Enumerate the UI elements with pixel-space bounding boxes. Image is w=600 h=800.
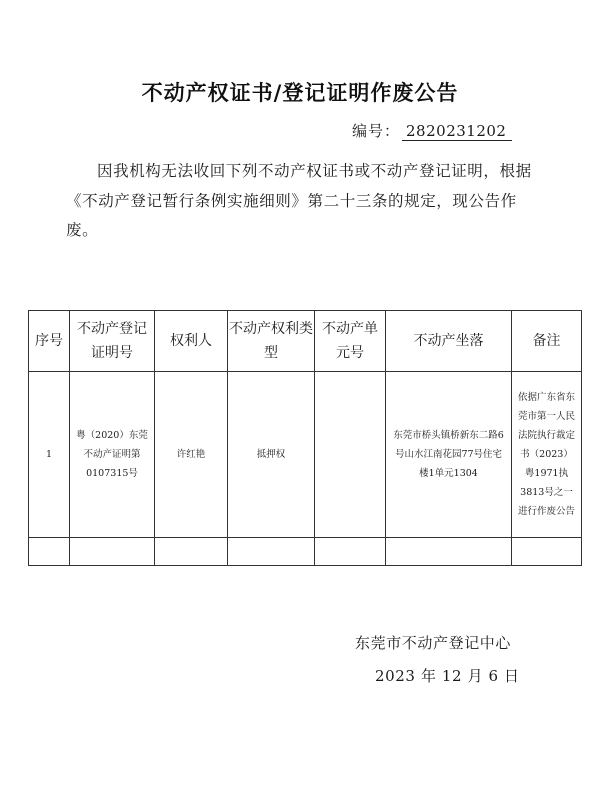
blank-cell (512, 538, 582, 566)
header-unit-no-label: 不动产单元号 (322, 321, 378, 361)
blank-cell (315, 538, 386, 566)
cell-right-type: 抵押权 (228, 372, 315, 538)
header-unit-no (315, 311, 386, 372)
cell-seq: 1 (29, 372, 70, 538)
table-row-blank (29, 538, 582, 566)
table-row (29, 372, 582, 538)
cell-remark-text: 依据广东省东莞市第一人民法院执行裁定书（2023）粤1971执3813号之一进行作废公告 (518, 392, 576, 517)
issue-date: 2023 年 12 月 6 日 (375, 667, 520, 685)
blank-cell (70, 538, 155, 566)
void-certificate-table (28, 310, 582, 566)
cell-unit-no (315, 372, 386, 538)
header-cert-no (70, 311, 155, 372)
blank-cell (228, 538, 315, 566)
document-number-value: 2820231202 (402, 122, 512, 141)
blank-cell (386, 538, 512, 566)
header-seq: 序号 (29, 311, 70, 372)
issuing-organization: 东莞市不动产登记中心 (355, 634, 512, 652)
cell-remark (512, 372, 582, 538)
cell-location (386, 372, 512, 538)
header-location: 不动产坐落 (386, 311, 512, 372)
cell-cert-no-text: 粤（2020）东莞不动产证明第0107315号 (76, 430, 148, 479)
blank-cell (155, 538, 228, 566)
header-cert-no-label: 不动产登记证明号 (77, 321, 147, 361)
document-title: 不动产权证书/登记证明作废公告 (141, 81, 459, 105)
cell-holder: 许红艳 (155, 372, 228, 538)
blank-cell (29, 538, 70, 566)
header-right-type (228, 311, 315, 372)
cell-location-text: 东莞市桥头镇桥新东二路6号山水江南花园77号住宅楼1单元1304 (393, 430, 504, 479)
table-header-row (29, 311, 582, 372)
header-remark: 备注 (512, 311, 582, 372)
header-right-type-label: 不动产权利类型 (229, 321, 313, 361)
notice-body: 因我机构无法收回下列不动产权证书或不动产登记证明，根据《不动产登记暂行条例实施细则》第二十三条的规定，现公告作废。 (66, 162, 532, 239)
cell-cert-no (70, 372, 155, 538)
document-number (352, 120, 512, 141)
header-holder: 权利人 (155, 311, 228, 372)
document-number-label: 编号： (352, 122, 401, 140)
